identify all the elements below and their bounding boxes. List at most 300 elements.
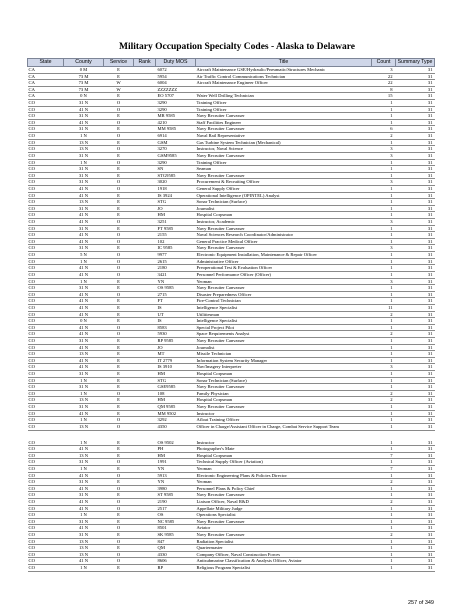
duty-mos-cell: 1918	[156, 185, 196, 192]
title-cell: Religious Program Specialist	[196, 565, 372, 572]
service-cell: E	[104, 166, 134, 173]
summary-type-cell: 31	[396, 285, 435, 292]
table-row	[28, 499, 435, 506]
summary-type-cell: 31	[396, 179, 435, 186]
rank-cell	[134, 106, 156, 113]
state-cell: CO	[28, 344, 64, 351]
title-cell: Afloat Training Officer	[196, 417, 372, 424]
count-cell: 1	[372, 357, 396, 364]
state-cell: CO	[28, 265, 64, 272]
summary-type-cell: 31	[396, 152, 435, 159]
service-cell: E	[104, 192, 134, 199]
service-cell: E	[104, 565, 134, 572]
service-cell: O	[104, 558, 134, 565]
rank-cell	[134, 324, 156, 331]
table-row	[28, 119, 435, 126]
rank-cell	[134, 291, 156, 298]
page-number: 257 of 349	[408, 600, 434, 606]
state-cell: CO	[28, 337, 64, 344]
count-cell: 3	[372, 245, 396, 252]
count-cell: 1	[372, 344, 396, 351]
table-row	[28, 106, 435, 113]
summary-type-cell	[396, 430, 435, 440]
summary-type-cell: 31	[396, 73, 435, 80]
county-cell: 13 N	[64, 146, 104, 153]
count-cell: 1	[372, 318, 396, 325]
county-cell: 41 N	[64, 291, 104, 298]
count-cell: 1	[372, 351, 396, 358]
table-row	[28, 384, 435, 391]
state-cell: CO	[28, 446, 64, 453]
county-cell: 41 N	[64, 271, 104, 278]
mos-table	[27, 58, 435, 572]
rank-cell	[134, 278, 156, 285]
summary-type-cell: 31	[396, 119, 435, 126]
county-cell: 31 N	[64, 245, 104, 252]
state-cell: CA	[28, 86, 64, 93]
rank-cell	[134, 465, 156, 472]
column-header-title[interactable]: Title	[196, 59, 372, 67]
state-cell: CO	[28, 304, 64, 311]
county-cell: 41 N	[64, 304, 104, 311]
summary-type-cell: 31	[396, 106, 435, 113]
column-header-summary-type[interactable]: Summary Type	[396, 59, 435, 67]
rank-cell	[134, 212, 156, 219]
duty-mos-cell: 4330	[156, 551, 196, 558]
state-cell: CO	[28, 545, 64, 552]
service-cell: O	[104, 459, 134, 466]
title-cell: Navy Recruiter Canvasser	[196, 245, 372, 252]
title-cell: Intelligence Specialist	[196, 318, 372, 325]
summary-type-cell: 31	[396, 311, 435, 318]
duty-mos-cell: 108	[156, 390, 196, 397]
title-cell: Navy Recruiter Canvasser	[196, 225, 372, 232]
table-row	[28, 73, 435, 80]
duty-mos-cell: OS 9502	[156, 440, 196, 446]
county-cell: 41 N	[64, 410, 104, 417]
count-cell: 3	[372, 179, 396, 186]
state-cell: CO	[28, 258, 64, 265]
state-cell: CO	[28, 106, 64, 113]
rank-cell	[134, 205, 156, 212]
county-cell: 31 N	[64, 404, 104, 411]
summary-type-cell: 31	[396, 159, 435, 166]
count-cell: 1	[372, 525, 396, 532]
state-cell: CO	[28, 485, 64, 492]
table-row	[28, 423, 435, 430]
title-cell: Intelligence Specialist	[196, 304, 372, 311]
summary-type-cell: 31	[396, 538, 435, 545]
service-cell: O	[104, 499, 134, 506]
summary-type-cell: 31	[396, 485, 435, 492]
county-cell: 73 M	[64, 80, 104, 87]
duty-mos-cell: 3980	[156, 485, 196, 492]
county-cell: 41 N	[64, 472, 104, 479]
table-row	[28, 525, 435, 532]
title-cell: Missile Technician	[196, 351, 372, 358]
county-cell: 41 N	[64, 331, 104, 338]
service-cell: O	[104, 390, 134, 397]
duty-mos-cell: 3251	[156, 219, 196, 226]
title-cell: Training Officer	[196, 106, 372, 113]
service-cell: O	[104, 258, 134, 265]
title-cell: Instructor, Academic	[196, 219, 372, 226]
table-row	[28, 152, 435, 159]
count-cell: 15	[372, 93, 396, 100]
rank-cell	[134, 126, 156, 133]
count-cell: 1	[372, 512, 396, 519]
rank-cell	[134, 499, 156, 506]
county-cell: 13 N	[64, 538, 104, 545]
duty-mos-cell: 2190	[156, 499, 196, 506]
state-cell: CO	[28, 384, 64, 391]
count-cell: 2	[372, 331, 396, 338]
summary-type-cell: 31	[396, 146, 435, 153]
summary-type-cell: 31	[396, 384, 435, 391]
count-cell: 2	[372, 499, 396, 506]
count-cell: 1	[372, 377, 396, 384]
county-cell: 0 M	[64, 67, 104, 74]
county-cell: 13 N	[64, 545, 104, 552]
table-row	[28, 205, 435, 212]
service-cell: O	[104, 232, 134, 239]
rank-cell	[134, 479, 156, 486]
title-cell: Family Physician	[196, 390, 372, 397]
service-cell: E	[104, 139, 134, 146]
county-cell: 41 N	[64, 219, 104, 226]
service-cell: E	[104, 545, 134, 552]
service-cell: E	[104, 492, 134, 499]
county-cell: 41 N	[64, 357, 104, 364]
county-cell: 41 N	[64, 344, 104, 351]
state-cell: CO	[28, 232, 64, 239]
column-header-count[interactable]: Count	[372, 59, 396, 67]
county-cell: 1 N	[64, 278, 104, 285]
county-cell: 41 N	[64, 238, 104, 245]
rank-cell	[134, 472, 156, 479]
summary-type-cell: 31	[396, 291, 435, 298]
count-cell: 1	[372, 271, 396, 278]
rank-cell	[134, 86, 156, 93]
rank-cell	[134, 371, 156, 378]
county-cell: 1 N	[64, 133, 104, 140]
service-cell: O	[104, 106, 134, 113]
county-cell: 41 N	[64, 265, 104, 272]
count-cell: 2	[372, 397, 396, 404]
service-cell: E	[104, 278, 134, 285]
rank-cell	[134, 397, 156, 404]
title-cell: Disaster Preparedness Officer	[196, 291, 372, 298]
state-cell	[28, 430, 64, 440]
service-cell: E	[104, 479, 134, 486]
count-cell: 3	[372, 152, 396, 159]
title-cell: Navy Recruiter Canvasser	[196, 152, 372, 159]
table-row	[28, 479, 435, 486]
rank-cell	[134, 179, 156, 186]
summary-type-cell: 31	[396, 565, 435, 572]
duty-mos-cell: 3290	[156, 159, 196, 166]
summary-type-cell: 31	[396, 459, 435, 466]
duty-mos-cell: 1991	[156, 459, 196, 466]
rank-cell	[134, 185, 156, 192]
county-cell: 1 N	[64, 417, 104, 424]
state-cell: CO	[28, 565, 64, 572]
duty-mos-cell: 6914	[156, 133, 196, 140]
county-cell: 31 N	[64, 371, 104, 378]
summary-type-cell: 31	[396, 364, 435, 371]
table-row	[28, 80, 435, 87]
duty-mos-cell: GSM	[156, 139, 196, 146]
rank-cell	[134, 67, 156, 74]
service-cell: O	[104, 185, 134, 192]
county-cell: 31 N	[64, 166, 104, 173]
table-row	[28, 390, 435, 397]
rank-cell	[134, 146, 156, 153]
county-cell: 41 N	[64, 558, 104, 565]
service-cell: E	[104, 452, 134, 459]
summary-type-cell: 31	[396, 532, 435, 539]
table-row	[28, 318, 435, 325]
rank-cell	[134, 446, 156, 453]
county-cell: 13 N	[64, 423, 104, 430]
title-cell: Information System Security Manager	[196, 357, 372, 364]
title-cell: Navy Recruiter Canvasser	[196, 532, 372, 539]
title-cell: Navy Recruiter Canvasser	[196, 404, 372, 411]
state-cell: CO	[28, 499, 64, 506]
count-cell: 1	[372, 440, 396, 446]
summary-type-cell: 31	[396, 219, 435, 226]
table-row	[28, 357, 435, 364]
service-cell: O	[104, 472, 134, 479]
summary-type-cell: 31	[396, 238, 435, 245]
title-cell: Yeoman	[196, 479, 372, 486]
count-cell: 1	[372, 238, 396, 245]
rank-cell	[134, 245, 156, 252]
table-row	[28, 404, 435, 411]
rank-cell	[134, 199, 156, 206]
state-cell: CO	[28, 318, 64, 325]
county-cell: 1 N	[64, 390, 104, 397]
summary-type-cell: 31	[396, 232, 435, 239]
count-cell: 1	[372, 285, 396, 292]
county-cell: 41 N	[64, 119, 104, 126]
table-row	[28, 133, 435, 140]
count-cell: 2	[372, 390, 396, 397]
title-cell: Staff Facilities Engineer	[196, 119, 372, 126]
title-cell: Hospital Corpsman	[196, 452, 372, 459]
duty-mos-cell: UT	[156, 311, 196, 318]
table-row	[28, 492, 435, 499]
count-cell: 1	[372, 113, 396, 120]
table-row	[28, 126, 435, 133]
duty-mos-cell: QM	[156, 545, 196, 552]
service-cell: E	[104, 285, 134, 292]
duty-mos-cell: 3290	[156, 100, 196, 107]
service-cell: O	[104, 485, 134, 492]
title-cell: Electronic Equipment Installation, Maintenance & Repair Officer	[196, 252, 372, 259]
rank-cell	[134, 545, 156, 552]
state-cell: CA	[28, 73, 64, 80]
summary-type-cell: 31	[396, 479, 435, 486]
county-cell: 31 N	[64, 492, 104, 499]
table-body	[28, 67, 435, 572]
county-cell: 31 N	[64, 152, 104, 159]
title-cell: Navy Recruiter Canvasser	[196, 113, 372, 120]
rank-cell	[134, 337, 156, 344]
duty-mos-cell: 8501	[156, 525, 196, 532]
duty-mos-cell: IS 3910	[156, 364, 196, 371]
summary-type-cell: 31	[396, 337, 435, 344]
service-cell: O	[104, 291, 134, 298]
service-cell: E	[104, 212, 134, 219]
county-cell: 31 N	[64, 479, 104, 486]
service-cell: E	[104, 465, 134, 472]
service-cell: O	[104, 423, 134, 430]
county-cell: 5 N	[64, 252, 104, 259]
table-row	[28, 324, 435, 331]
table-row	[28, 452, 435, 459]
state-cell: CO	[28, 291, 64, 298]
count-cell: 3	[372, 67, 396, 74]
table-row	[28, 417, 435, 424]
count-cell	[372, 430, 396, 440]
title-cell: Nav/Imagery Interpreter	[196, 364, 372, 371]
table-row	[28, 459, 435, 466]
state-cell: CO	[28, 139, 64, 146]
column-header-state[interactable]: State	[28, 59, 64, 67]
column-header-rank[interactable]: Rank	[134, 59, 156, 67]
summary-type-cell: 31	[396, 199, 435, 206]
title-cell: Navy Recruiter Canvasser	[196, 285, 372, 292]
rank-cell	[134, 565, 156, 572]
county-cell: 31 N	[64, 225, 104, 232]
duty-mos-cell: 5954	[156, 73, 196, 80]
county-cell: 0 N	[64, 93, 104, 100]
service-cell: E	[104, 67, 134, 74]
service-cell: O	[104, 100, 134, 107]
table-row	[28, 446, 435, 453]
state-cell: CO	[28, 417, 64, 424]
rank-cell	[134, 225, 156, 232]
rank-cell	[134, 538, 156, 545]
duty-mos-cell: HM	[156, 371, 196, 378]
state-cell: CO	[28, 252, 64, 259]
count-cell: 3	[372, 278, 396, 285]
summary-type-cell: 31	[396, 423, 435, 430]
county-cell: 1 N	[64, 440, 104, 446]
state-cell: CO	[28, 440, 64, 446]
summary-type-cell: 31	[396, 492, 435, 499]
title-cell: Air Traffic Control Communications Technician	[196, 73, 372, 80]
duty-mos-cell: GSE9585	[156, 384, 196, 391]
rank-cell	[134, 430, 156, 440]
table-row	[28, 532, 435, 539]
county-cell: 31 N	[64, 205, 104, 212]
column-header-service[interactable]: Service	[104, 59, 134, 67]
county-cell: 41 N	[64, 232, 104, 239]
summary-type-cell: 31	[396, 410, 435, 417]
count-cell: 8	[372, 86, 396, 93]
service-cell: E	[104, 384, 134, 391]
count-cell: 1	[372, 371, 396, 378]
service-cell: O	[104, 119, 134, 126]
state-cell: CA	[28, 67, 64, 74]
count-cell: 1	[372, 505, 396, 512]
rank-cell	[134, 73, 156, 80]
summary-type-cell: 31	[396, 80, 435, 87]
state-cell: CO	[28, 472, 64, 479]
summary-type-cell: 31	[396, 139, 435, 146]
summary-type-cell: 31	[396, 377, 435, 384]
summary-type-cell: 31	[396, 446, 435, 453]
county-cell: 31 N	[64, 532, 104, 539]
service-cell: E	[104, 446, 134, 453]
rank-cell	[134, 238, 156, 245]
summary-type-cell: 31	[396, 417, 435, 424]
table-row	[28, 485, 435, 492]
title-cell: Space Requirements Analyst	[196, 331, 372, 338]
duty-mos-cell: IS	[156, 304, 196, 311]
county-cell: 31 N	[64, 384, 104, 391]
table-row	[28, 371, 435, 378]
rank-cell	[134, 384, 156, 391]
table-row	[28, 192, 435, 199]
state-cell: CO	[28, 298, 64, 305]
state-cell: CA	[28, 93, 64, 100]
duty-mos-cell: YN	[156, 479, 196, 486]
summary-type-cell: 31	[396, 166, 435, 173]
rank-cell	[134, 551, 156, 558]
service-cell: E	[104, 344, 134, 351]
title-cell: Antisubmarine Classification & Analysis Officer, Aviator	[196, 558, 372, 565]
county-cell: 73 M	[64, 86, 104, 93]
county-cell: 0 N	[64, 318, 104, 325]
state-cell: CO	[28, 518, 64, 525]
title-cell: Journalist	[196, 344, 372, 351]
title-cell: Training Officer	[196, 159, 372, 166]
summary-type-cell: 31	[396, 172, 435, 179]
county-cell: 31 N	[64, 337, 104, 344]
state-cell: CO	[28, 238, 64, 245]
summary-type-cell: 31	[396, 404, 435, 411]
summary-type-cell: 31	[396, 192, 435, 199]
rank-cell	[134, 159, 156, 166]
summary-type-cell: 31	[396, 100, 435, 107]
county-cell: 41 N	[64, 185, 104, 192]
duty-mos-cell: HM	[156, 452, 196, 459]
count-cell: 1	[372, 159, 396, 166]
count-cell: 1	[372, 199, 396, 206]
table-row	[28, 285, 435, 292]
state-cell: CO	[28, 558, 64, 565]
duty-mos-cell: 102	[156, 238, 196, 245]
summary-type-cell: 31	[396, 133, 435, 140]
state-cell: CO	[28, 465, 64, 472]
duty-mos-cell: 4210	[156, 119, 196, 126]
summary-type-cell: 31	[396, 258, 435, 265]
count-cell: 1	[372, 410, 396, 417]
column-header-county[interactable]: County	[64, 59, 104, 67]
state-cell: CO	[28, 179, 64, 186]
table-row	[28, 518, 435, 525]
summary-type-cell: 31	[396, 245, 435, 252]
column-header-duty-mos[interactable]: Duty MOS	[156, 59, 196, 67]
service-cell: W	[104, 80, 134, 87]
rank-cell	[134, 166, 156, 173]
table-row	[28, 179, 435, 186]
title-cell: Yeoman	[196, 278, 372, 285]
state-cell: CO	[28, 311, 64, 318]
